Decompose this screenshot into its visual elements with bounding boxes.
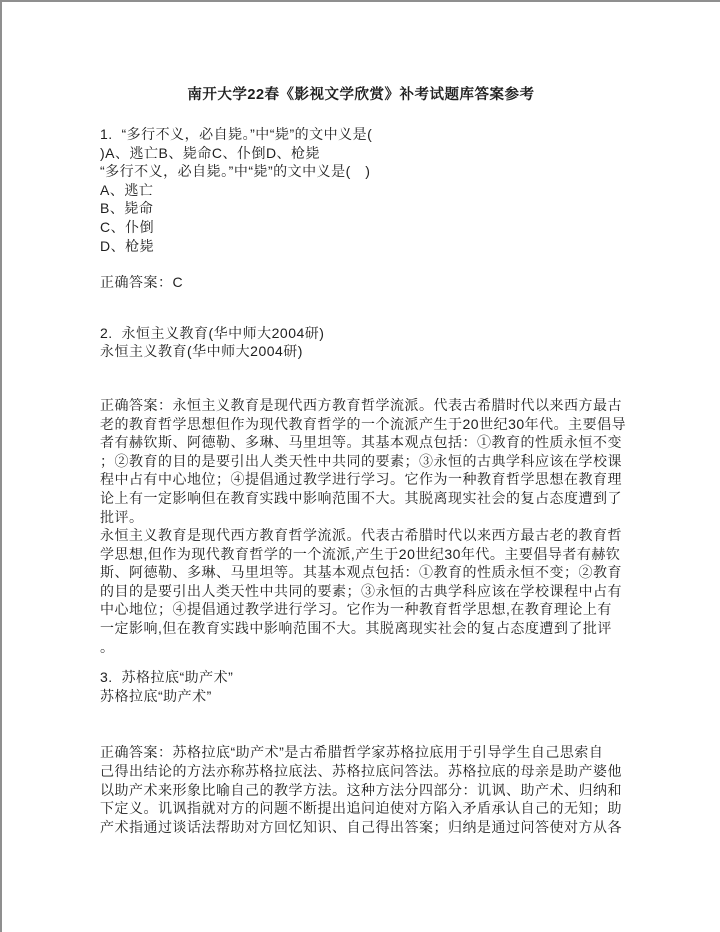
question-1-text: 1. “多行不义，必自毙。”中“毙”的文中义是( )A、逃亡B、毙命C、仆倒D、枪毙 “多行不义，必自毙。”中“毙”的文中义是( ) A、逃亡 B、毙命 C、仆倒 D、枪毙 bbox=[100, 126, 373, 254]
question-2-answer: 正确答案：永恒主义教育是现代西方教育哲学流派。代表古希腊时代以来西方最古 老的教育哲学思想但作为现代教育哲学的一个流派产生于20世纪30年代。主要倡导 者有赫钦斯、阿德勒、多琳、马里坦等。其基本观点包括：①教育的性质永恒不变 ；②教育的目的是要引出人类天性中共同的要素；③永恒的古典学科应该在学校课 程中占有中心地位；④提倡通过教学进行学习。它作为一种教育哲学思想在教育理 论上有一定影响但在教育实践中影响范围不大。其脱离现实社会的复占态度遭到了 批评。 永恒主义教育是现代西方教育哲学流派。代表古希腊时代以来西方最古老的教育哲 学思想,但作为现代教育哲学的一个流派,产生于20世纪30年代。主要倡导者有赫钦 斯、阿德勒、多琳、马里坦等。其基本观点包括：①教育的性质永恒不变；②教育 的目的是要引出人类天性中共同的要素；③永恒的古典学科应该在学校课程中占有 中心地位；④提倡通过教学进行学习。它作为一种教育哲学思想,在教育理论上有 一定影响,但在教育实践中影响范围不大。其脱离现实社会的复占态度遭到了批评 。 bbox=[100, 396, 627, 655]
document-content bbox=[100, 86, 640, 836]
question-3-answer: 正确答案：苏格拉底“助产术”是古希腊哲学家苏格拉底用于引导学生自己思索自 己得出结论的方法亦称苏格拉底法、苏格拉底问答法。苏格拉底的母亲是助产婆他 以助产术来形象比喻自己的教学方法。这种方法分四部分：讥讽、助产术、归纳和 下定义。讥讽指就对方的问题不断提出追问迫使对方陷入矛盾承认自己的无知；助 产术指通过谈话法帮助对方回忆知识、自己得出答案；归纳是通过问答使对方从各 bbox=[100, 744, 622, 835]
question-2-text: 2. 永恒主义教育(华中师大2004研) 永恒主义教育(华中师大2004研) bbox=[100, 324, 325, 360]
document-title: 南开大学22春《影视文学欣赏》补考试题库答案参考 bbox=[187, 87, 535, 103]
question-1-answer: 正确答案：C bbox=[100, 274, 184, 291]
question-3-text: 3. 苏格拉底“助产术” 苏格拉底“助产术” bbox=[100, 669, 234, 704]
